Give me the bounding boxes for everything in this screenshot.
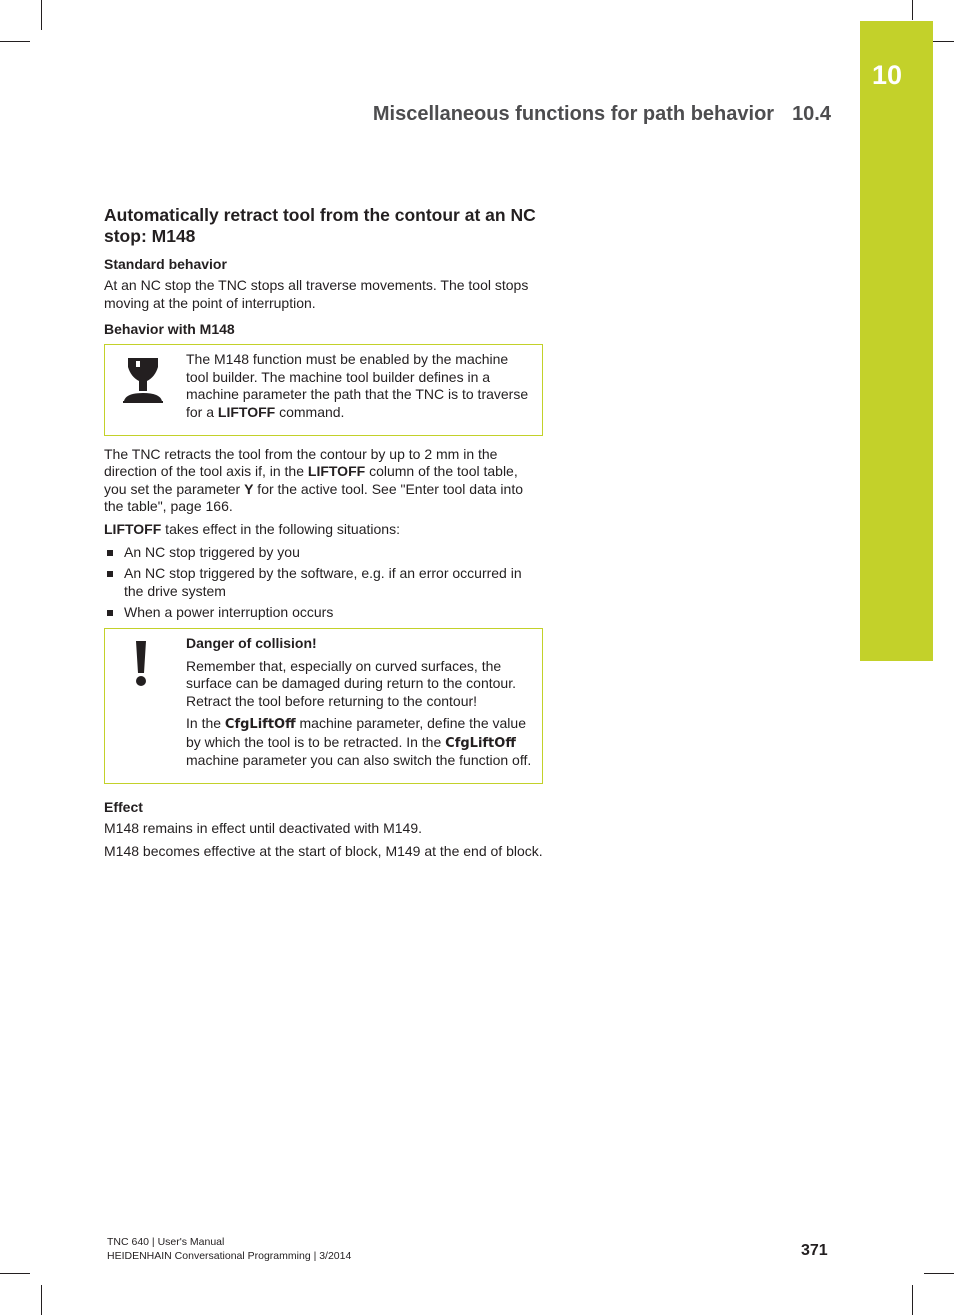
running-head-section: 10.4: [792, 103, 831, 125]
section-title: Automatically retract tool from the contour at an NC stop: M148: [104, 205, 536, 246]
page-number: 371: [801, 1242, 828, 1259]
liftoff-description: The TNC retracts the tool from the contour by up to 2 mm in the direction of the tool axis if, in the LIFTOFF column of the tool table, you set the parameter Y for the active tool. See "Enter tool data into the table", page 166.: [104, 445, 523, 515]
list-item: An NC stop triggered by the software, e.g. if an error occurred in the drive system: [104, 565, 543, 600]
exclamation-icon: [134, 641, 148, 692]
effect-text: M148 remains in effect until deactivated with M149.: [104, 820, 423, 837]
list-item: When a power interruption occurs: [104, 604, 543, 622]
effect-text: M148 becomes effective at the start of block, M149 at the end of block.: [104, 842, 543, 859]
warning-title: Danger of collision!: [186, 634, 317, 651]
situation-list: [104, 544, 543, 622]
crop-mark: [0, 41, 30, 42]
crop-mark: [41, 0, 42, 30]
chapter-number: 10: [872, 60, 903, 90]
machine-note-text: The M148 function must be enabled by the machine tool builder. The machine tool builder defines in a machine parameter the path that the TNC is to traverse for a LIFTOFF command.: [186, 351, 529, 420]
effect-heading: Effect: [104, 799, 143, 816]
footer: [107, 1235, 351, 1263]
machine-tool-icon: [122, 355, 164, 412]
machine-note-box: [104, 344, 543, 435]
crop-mark: [0, 1273, 30, 1274]
crop-mark: [912, 0, 913, 20]
warning-box: [104, 628, 543, 784]
crop-mark: [924, 1273, 954, 1274]
running-head-title: Miscellaneous functions for path behavior: [372, 103, 775, 125]
m148-heading: Behavior with M148: [104, 321, 235, 338]
warning-parameter-text: In the CfgLiftOff machine parameter, define the value by which the tool is to be retracted. In the CfgLiftOff machine parameter you can also switch the function off.: [186, 715, 532, 769]
standard-behavior-text: At an NC stop the TNC stops all traverse movements. The tool stops moving at the point of interruption.: [104, 277, 529, 311]
crop-mark: [41, 1285, 42, 1315]
chapter-tab: [860, 21, 933, 661]
warning-text: Remember that, especially on curved surfaces, the surface can be damaged during return to the contour. Retract the tool before returning to the contour!: [186, 657, 516, 709]
list-item: An NC stop triggered by you: [104, 544, 543, 562]
running-head: [373, 103, 831, 126]
crop-mark: [912, 1285, 913, 1315]
main-content: [104, 205, 543, 865]
liftoff-situations-intro: LIFTOFF takes effect in the following situations:: [104, 520, 400, 537]
footer-line: TNC 640 | User's Manual: [107, 1236, 225, 1248]
standard-behavior-heading: Standard behavior: [104, 256, 227, 272]
footer-line: HEIDENHAIN Conversational Programming | 3/2014: [107, 1250, 352, 1262]
